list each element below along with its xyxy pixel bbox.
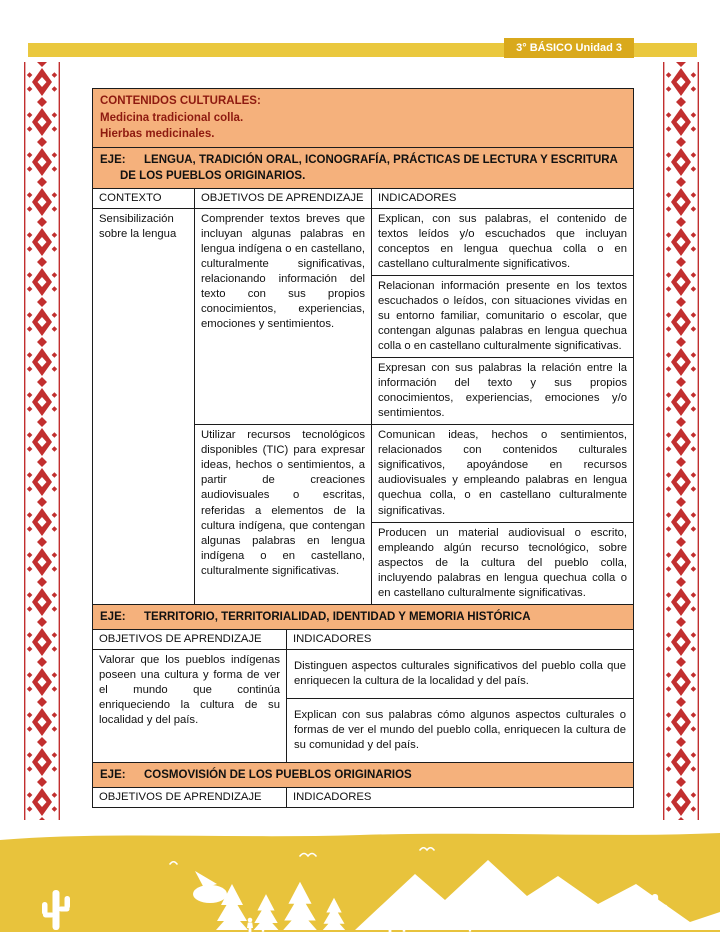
- contexto-cell: Sensibilización sobre la lengua: [93, 209, 195, 604]
- unit-badge: 3° BÁSICO Unidad 3: [504, 38, 634, 58]
- contenidos-culturales-cell: [92, 88, 634, 148]
- footer-landscape: [0, 826, 720, 932]
- indicador-cell: Expresan con sus palabras la relación entre la información del texto y sus propios conocimientos, experiencias, emociones y/o sentimientos.: [372, 358, 634, 425]
- indicador-cell: Distinguen aspectos culturales significativos del pueblo colla que enriquecen la cultura de la localidad y del país.: [287, 649, 634, 698]
- table-row: [93, 209, 634, 276]
- left-andean-border-pattern: [24, 62, 60, 820]
- section2-header-row: [93, 629, 634, 649]
- eje-lengua-bar: [92, 147, 634, 189]
- indicador-cell: Producen un material audiovisual o escrito, empleando algún recurso tecnológico, sobre aspectos de la cultura del pueblo colla, incluyendo palabras en lengua quechua colla o en castellano culturalmente significativas.: [372, 522, 634, 604]
- footer-landscape-illustration: [0, 826, 720, 932]
- table-row: [93, 649, 634, 698]
- objetivo-cell: Utilizar recursos tecnológicos disponibles (TIC) para expresar ideas, hechos o sentimientos, a partir de creaciones audiovisuales o escritas, referidas a elementos de la cultura indígena, que contengan algunas palabras en lengua indígena o en castellano, culturalmente significativas.: [195, 425, 372, 604]
- col-header-objetivos: OBJETIVOS DE APRENDIZAJE: [195, 189, 372, 209]
- section1-table: [92, 188, 634, 604]
- curriculum-tables: [92, 88, 634, 808]
- col-header-indicadores: INDICADORES: [287, 629, 634, 649]
- eje-label: EJE:: [100, 154, 126, 167]
- section3-table: [92, 787, 634, 808]
- eje-title: TERRITORIO, TERRITORIALIDAD, IDENTIDAD Y MEMORIA HISTÓRICA: [144, 610, 531, 623]
- eje-title: COSMOVISIÓN DE LOS PUEBLOS ORIGINARIOS: [144, 768, 412, 781]
- indicador-cell: Relacionan información presente en los textos escuchados o leídos, con situaciones vividas en su entorno familiar, comunitario o escolar, que contengan algunas palabras en lengua quechua colla o en castellano culturalmente significativas.: [372, 276, 634, 358]
- col-header-indicadores: INDICADORES: [372, 189, 634, 209]
- eje-cosmovision-bar: [92, 762, 634, 788]
- indicador-cell: Comunican ideas, hechos o sentimientos, relacionados con contenidos culturales significativos, apoyándose en recursos audiovisuales y empleando palabras en lengua quechua colla, o en castellano culturalmente significativas.: [372, 425, 634, 522]
- eje-territorio-bar: [92, 604, 634, 630]
- right-andean-border-pattern: [663, 62, 699, 820]
- col-header-objetivos: OBJETIVOS DE APRENDIZAJE: [93, 787, 287, 807]
- eje-label: EJE:: [100, 768, 126, 781]
- col-header-contexto: CONTEXTO: [93, 189, 195, 209]
- objetivo-cell: Comprender textos breves que incluyan algunas palabras en lengua indígena o en castellano, culturalmente significativas, relacionando información del texto con sus propios conocimientos, experiencias, emociones y sentimientos.: [195, 209, 372, 425]
- section1-header-row: [93, 189, 634, 209]
- eje-label: EJE:: [100, 610, 126, 623]
- objetivo-cell: Valorar que los pueblos indígenas poseen una cultura y forma de ver el mundo que continúa enriqueciendo la cultura de su localidad y del país.: [93, 649, 287, 762]
- contenidos-line: Hierbas medicinales.: [100, 128, 215, 141]
- contenidos-title: CONTENIDOS CULTURALES:: [100, 95, 261, 107]
- contenidos-line: Medicina tradicional colla.: [100, 111, 244, 124]
- section3-header-row: [93, 787, 634, 807]
- col-header-indicadores: INDICADORES: [287, 787, 634, 807]
- col-header-objetivos: OBJETIVOS DE APRENDIZAJE: [93, 629, 287, 649]
- dove-silhouette: [193, 885, 227, 903]
- indicador-cell: Explican, con sus palabras, el contenido de textos leídos y/o escuchados que incluyan conceptos en lengua quechua colla o en castellano culturalmente significativos.: [372, 209, 634, 276]
- indicador-cell: Explican con sus palabras cómo algunos aspectos culturales o formas de ver el mundo del pueblo colla, enriquecen la cultura de su comunidad y del país.: [287, 698, 634, 762]
- section2-table: [92, 629, 634, 763]
- eje-title: LENGUA, TRADICIÓN ORAL, ICONOGRAFÍA, PRÁCTICAS DE LECTURA Y ESCRITURA DE LOS PUEBLOS ORIGINARIOS.: [120, 154, 618, 183]
